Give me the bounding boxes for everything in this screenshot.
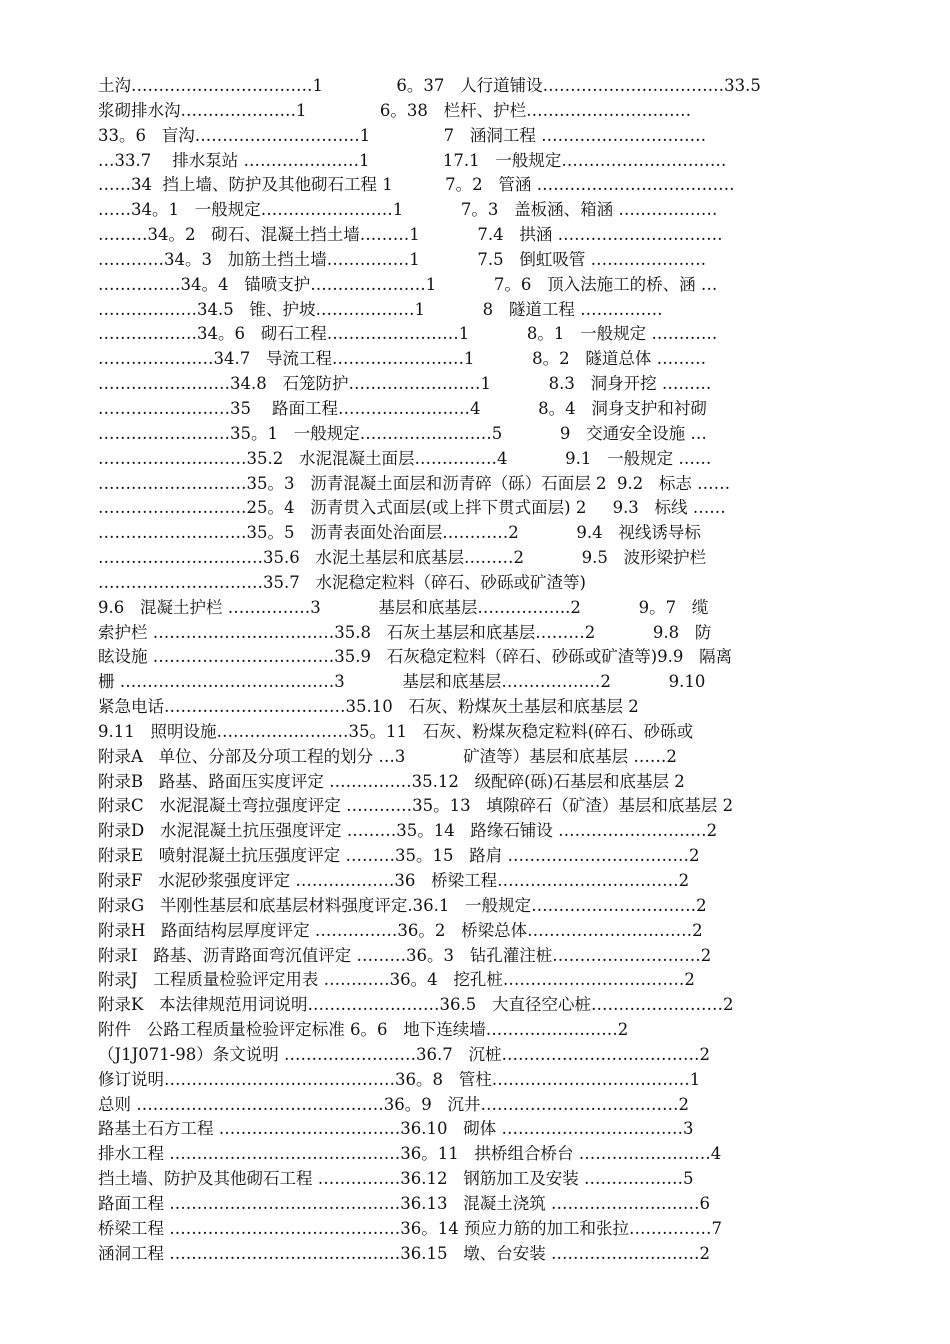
toc-line: 附录K 本法律规范用词说明……………………36.5 大直径空心桩……………………2 (98, 995, 734, 1015)
toc-line: 附录D 水泥混凝土抗压强度评定 ………35。14 路缘石铺设 ………………………2 (98, 821, 718, 841)
toc-line: 排水工程 ……………………………………36。11 拱桥组合桥台 ……………………4 (98, 1144, 722, 1164)
toc-line: 附录I 路基、沥青路面弯沉值评定 ………36。3 钻孔灌注桩………………………2 (98, 945, 712, 965)
toc-line: …………………………35.7 水泥稳定粒料（碎石、砂砾或矿渣等) (98, 572, 586, 592)
toc-line: 路基土石方工程 ……………………………36.10 砌体 ……………………………3 (98, 1119, 694, 1139)
toc-line: 附录B 路基、路面压实度评定 ……………35.12 级配碎(砾)石基层和底基层 2 (98, 771, 685, 791)
toc-line: …………………34.7 导流工程……………………1 8。2 隧道总体 ……… (98, 349, 707, 369)
toc-line: 浆砌排水沟…………………1 6。38 栏杆、护栏………………………… (98, 100, 692, 120)
toc-line: 附录G 半刚性基层和底基层材料强度评定.36.1 一般规定…………………………2 (98, 895, 707, 915)
toc-line: …………34。3 加筋土挡土墙……………1 7.5 倒虹吸管 ………………… (98, 249, 707, 269)
toc-line: ………………………35。5 沥青表面处治面层…………2 9.4 视线诱导标 (98, 523, 701, 543)
toc-line: 9.6 混凝土护栏 ……………3 基层和底基层……………..2 9。7 缆 (98, 597, 709, 617)
toc-line: ……………34。4 锚喷支护…………………1 7。6 顶入法施工的桥、涵 … (98, 274, 718, 294)
toc-line: 33。6 盲沟…………………………1 7 涵洞工程 ………………………… (98, 125, 707, 145)
toc-line: （J1J071-98）条文说明 ……………………36.7 沉桩………………………………2 (98, 1044, 711, 1064)
toc-line: 紧急电话……………………………35.10 石灰、粉煤灰土基层和底基层 2 (98, 697, 639, 717)
toc-line: 修订说明……………………………………36。8 管柱………………………………1 (98, 1069, 701, 1089)
toc-line: 9.11 照明设施……………………35。11 石灰、粉煤灰稳定粒料(碎石、砂砾或 (98, 721, 694, 741)
toc-line: 附录F 水泥砂浆强度评定 ………………36 桥梁工程……………………………2 (98, 871, 690, 890)
toc-line: 索护栏 ……………………………35.8 石灰土基层和底基层………2 9.8 防 (98, 622, 712, 642)
toc-line: ………………………35。3 沥青混凝土面层和沥青碎（砾）石面层 2 9.2 标志 …… (98, 473, 731, 493)
toc-line: 附录J 工程质量检验评定用表 …………36。4 挖孔桩……………………………2 (98, 970, 695, 990)
toc-line: ……………………34.8 石笼防护……………………1 8.3 洞身开挖 ……… (98, 374, 712, 394)
toc-line: 附件 公路工程质量检验评定标准 6。6 地下连续墙……………………2 (98, 1020, 629, 1040)
toc-line: ……34 挡上墙、防护及其他砌石工程 1 7。2 管涵 ……………………………… (98, 175, 735, 195)
toc-line: ……34。1 一般规定……………………1 7。3 盖板涵、箱涵 ……………… (98, 200, 718, 220)
toc-line: ………………………25。4 沥青贯入式面层(或上拌下贯式面层) 2 9.3 标线 …… (98, 498, 726, 518)
toc-line: 附录H 路面结构层厚度评定 ……………36。2 桥梁总体…………………………2 (98, 920, 703, 940)
toc-line: 附录E 喷射混凝土抗压强度评定 ………35。15 路肩 ……………………………2 (98, 846, 700, 866)
table-of-contents (98, 74, 888, 1267)
toc-line: 总则 ………………………………………36。9 沉井………………………………2 (98, 1094, 689, 1114)
toc-line: 附录C 水泥混凝土弯拉强度评定 …………35。13 填隙碎石（矿渣）基层和底基层 2 (98, 796, 734, 816)
toc-line: 眩设施 ……………………………35.9 石灰稳定粒料（碎石、砂砾或矿渣等)9.9 隔离 (98, 647, 733, 667)
toc-line: ……………………35。1 一般规定……………………5 9 交通安全设施 … (98, 423, 707, 443)
toc-line: ………………………35.2 水泥混凝土面层……………4 9.1 一般规定 …… (98, 448, 712, 468)
toc-line: 附录A 单位、分部及分项工程的划分 …3 矿渣等）基层和底基层 ……2 (98, 746, 677, 766)
toc-line: 土沟……………………………1 6。37 人行道铺设……………………………33.5 (98, 76, 761, 95)
toc-line: 路面工程 ……………………………………36.13 混凝土浇筑 ………………………6 (98, 1193, 710, 1213)
toc-line: …33.7 排水泵站 …………………1 17.1 一般规定………………………… (98, 150, 727, 170)
toc-line: ………………34。6 砌石工程……………………1 8。1 一般规定 ………… (98, 324, 718, 344)
toc-line: 桥梁工程 ……………………………………36。14 预应力筋的加工和张拉……………7 (98, 1218, 722, 1238)
toc-line: ………………34.5 锥、护坡………………1 8 隧道工程 …………… (98, 299, 663, 319)
toc-line: ……………………35 路面工程……………………4 8。4 洞身支护和衬砌 (98, 398, 707, 418)
toc-line: ………34。2 砌石、混凝土挡土墙………1 7.4 拱涵 ………………………… (98, 225, 723, 245)
toc-line: 挡土墙、防护及其他砌石工程 ……………36.12 钢筋加工及安装 ………………5 (98, 1169, 694, 1189)
toc-line: …………………………35.6 水泥土基层和底基层………2 9.5 波形梁护栏 (98, 548, 707, 568)
toc-line: 涵洞工程 ……………………………………36.15 墩、台安装 ………………………2 (98, 1243, 710, 1263)
toc-line: 栅 …………………………………3 基层和底基层………………2 9.10 (98, 672, 706, 692)
